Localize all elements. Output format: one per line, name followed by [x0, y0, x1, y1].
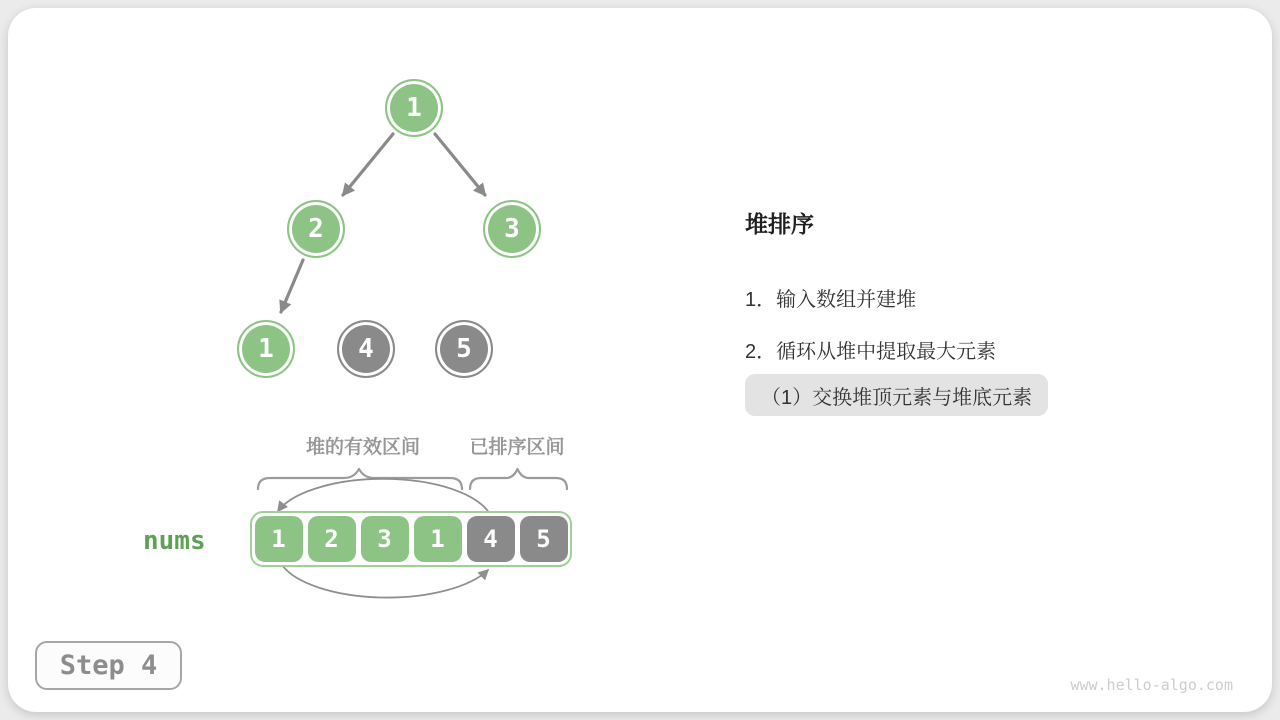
tree-node-left: 2: [287, 200, 345, 258]
array-cell-5: 5: [520, 516, 568, 562]
tree-node-leaf-4-sorted: 4: [337, 320, 395, 378]
panel-title: 堆排序: [745, 211, 814, 237]
sorted-interval-label: 已排序区间: [469, 437, 565, 458]
array-cell-4: 4: [467, 516, 515, 562]
panel-step-2: 2．循环从堆中提取最大元素: [745, 341, 997, 363]
array-cell-2: 3: [361, 516, 409, 562]
step-badge: Step 4: [35, 641, 182, 690]
figure-card: [8, 8, 1272, 712]
heap-interval-label: 堆的有效区间: [305, 437, 421, 458]
tree-node-leaf-1: 1: [237, 320, 295, 378]
panel-highlighted-substep: （1）交换堆顶元素与堆底元素: [745, 374, 1048, 416]
nums-array: [250, 511, 572, 567]
array-name-label: nums: [143, 526, 206, 556]
array-cell-0: 1: [255, 516, 303, 562]
panel-step-1: 1．输入数组并建堆: [745, 289, 917, 311]
tree-node-leaf-5-sorted: 5: [435, 320, 493, 378]
array-cell-3: 1: [414, 516, 462, 562]
watermark-url: www.hello-algo.com: [1070, 676, 1233, 694]
tree-node-right: 3: [483, 200, 541, 258]
tree-node-root: 1: [385, 79, 443, 137]
array-cell-1: 2: [308, 516, 356, 562]
